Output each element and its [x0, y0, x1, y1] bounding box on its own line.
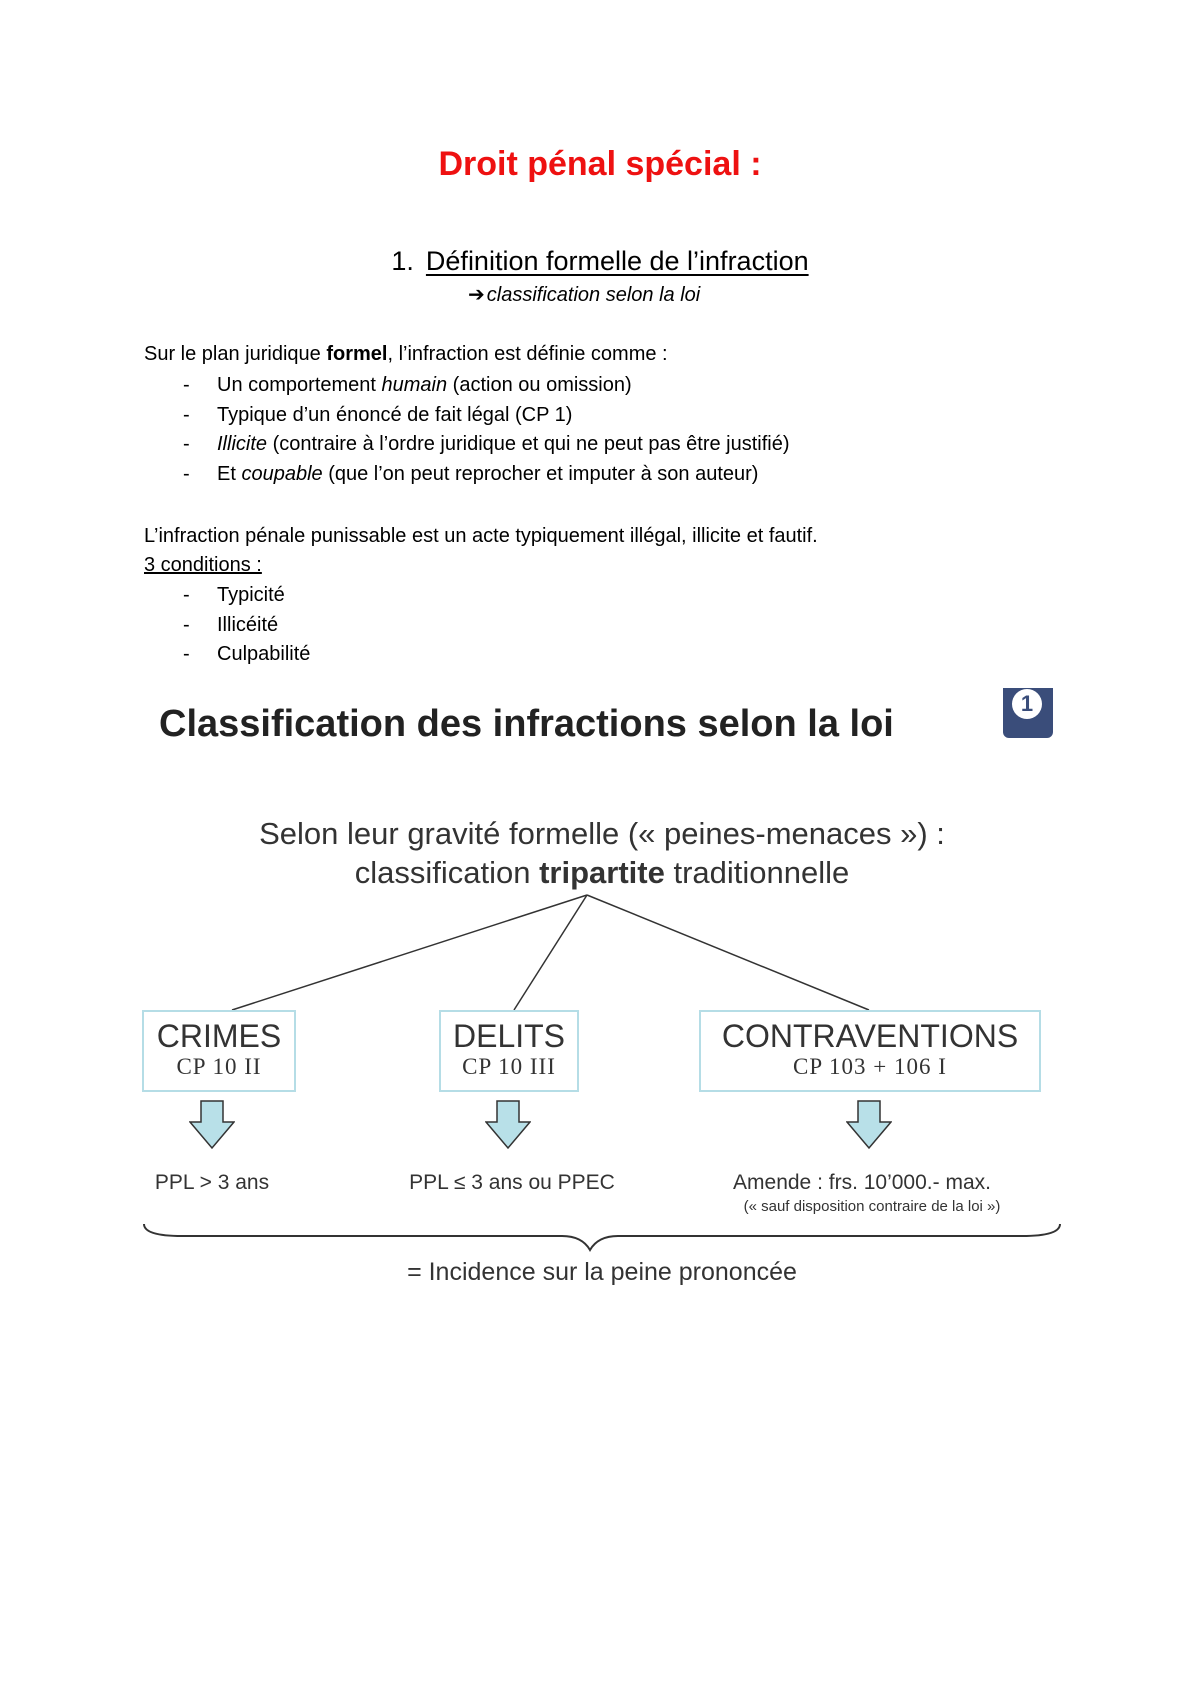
conditions-list: [144, 581, 310, 670]
info-badge: [1003, 688, 1053, 738]
crimes-result: PPL > 3 ans: [154, 1171, 270, 1194]
slide-line-2: [142, 855, 1062, 891]
category-name: CRIMES: [156, 1018, 282, 1054]
contraventions-box: [699, 1010, 1041, 1092]
dash-bullet: -: [183, 433, 190, 455]
category-name: DELITS: [452, 1018, 566, 1054]
list-item: [144, 371, 790, 401]
down-arrow-icon: [485, 1100, 531, 1150]
item-emphasis: coupable: [241, 462, 323, 485]
intro-after: , l’infraction est définie comme :: [387, 343, 668, 365]
section-heading-text: Définition formelle de l’infraction: [425, 246, 809, 276]
condition-text: Culpabilité: [217, 643, 311, 665]
section-number: 1.: [391, 246, 414, 276]
line2-bold: tripartite: [539, 855, 665, 890]
delits-result: PPL ≤ 3 ans ou PPEC: [409, 1171, 615, 1194]
condition-text: Illicéité: [217, 613, 279, 636]
contraventions-note: (« sauf disposition contraire de la loi »): [743, 1198, 1001, 1215]
dash-bullet: -: [183, 374, 190, 396]
list-item: [144, 611, 310, 641]
list-item: [144, 401, 790, 431]
intro-before: Sur le plan juridique: [144, 343, 327, 365]
info-icon: 1: [1012, 689, 1042, 719]
item-text: (contraire à l’ordre juridique et qui ne peut pas être justifié): [267, 433, 790, 455]
definition-intro: [144, 340, 668, 369]
conditions-label: 3 conditions :: [144, 554, 262, 576]
subtitle: [468, 282, 700, 307]
incidence-text: = Incidence sur la peine prononcée: [407, 1258, 797, 1286]
item-text: (action ou omission): [447, 374, 632, 396]
summary-sentence: L’infraction pénale punissable est un acte typiquement illégal, illicite et fautif.: [144, 525, 818, 547]
curly-brace: [144, 1224, 1060, 1250]
contraventions-result: Amende : frs. 10’000.- max.: [733, 1171, 991, 1194]
subtitle-text: classification selon la loi: [486, 284, 701, 306]
dash-bullet: -: [183, 584, 190, 606]
condition-text: Typicité: [217, 584, 285, 606]
list-item: [144, 430, 790, 460]
right-arrow-icon: ➔: [468, 284, 485, 306]
category-ref: CP 103 + 106 I: [793, 1054, 947, 1079]
item-text: Typique d’un énoncé de fait légal (CP 1): [217, 403, 573, 426]
category-ref: CP 10 III: [462, 1054, 556, 1079]
section-heading: [0, 246, 1200, 277]
list-item: [144, 581, 310, 611]
dash-bullet: -: [183, 613, 190, 636]
slide-title: Classification des infractions selon la loi: [159, 703, 894, 745]
slide-line-1: Selon leur gravité formelle (« peines-menaces ») :: [259, 816, 945, 851]
list-item: [144, 460, 790, 490]
category-ref: CP 10 II: [176, 1054, 262, 1079]
item-text: Et: [217, 462, 242, 485]
item-text: Un comportement: [217, 374, 382, 396]
item-emphasis: humain: [381, 374, 448, 396]
definition-list: [144, 371, 790, 489]
list-item: [144, 640, 310, 670]
item-emphasis: Illicite: [217, 433, 268, 455]
line2-pre: classification: [354, 855, 540, 890]
down-arrow-icon: [189, 1100, 235, 1150]
down-arrow-icon: [846, 1100, 892, 1150]
page-title: Droit pénal spécial :: [438, 145, 762, 183]
crimes-box: [142, 1010, 296, 1092]
classification-slide: [142, 688, 1062, 1298]
dash-bullet: -: [183, 462, 190, 485]
item-text: (que l’on peut reprocher et imputer à son auteur): [322, 462, 759, 485]
line2-post: traditionnelle: [664, 855, 850, 890]
category-name: CONTRAVENTIONS: [721, 1018, 1019, 1054]
delits-box: [439, 1010, 579, 1092]
dash-bullet: -: [183, 643, 190, 665]
dash-bullet: -: [183, 403, 190, 426]
intro-bold: formel: [326, 343, 388, 365]
